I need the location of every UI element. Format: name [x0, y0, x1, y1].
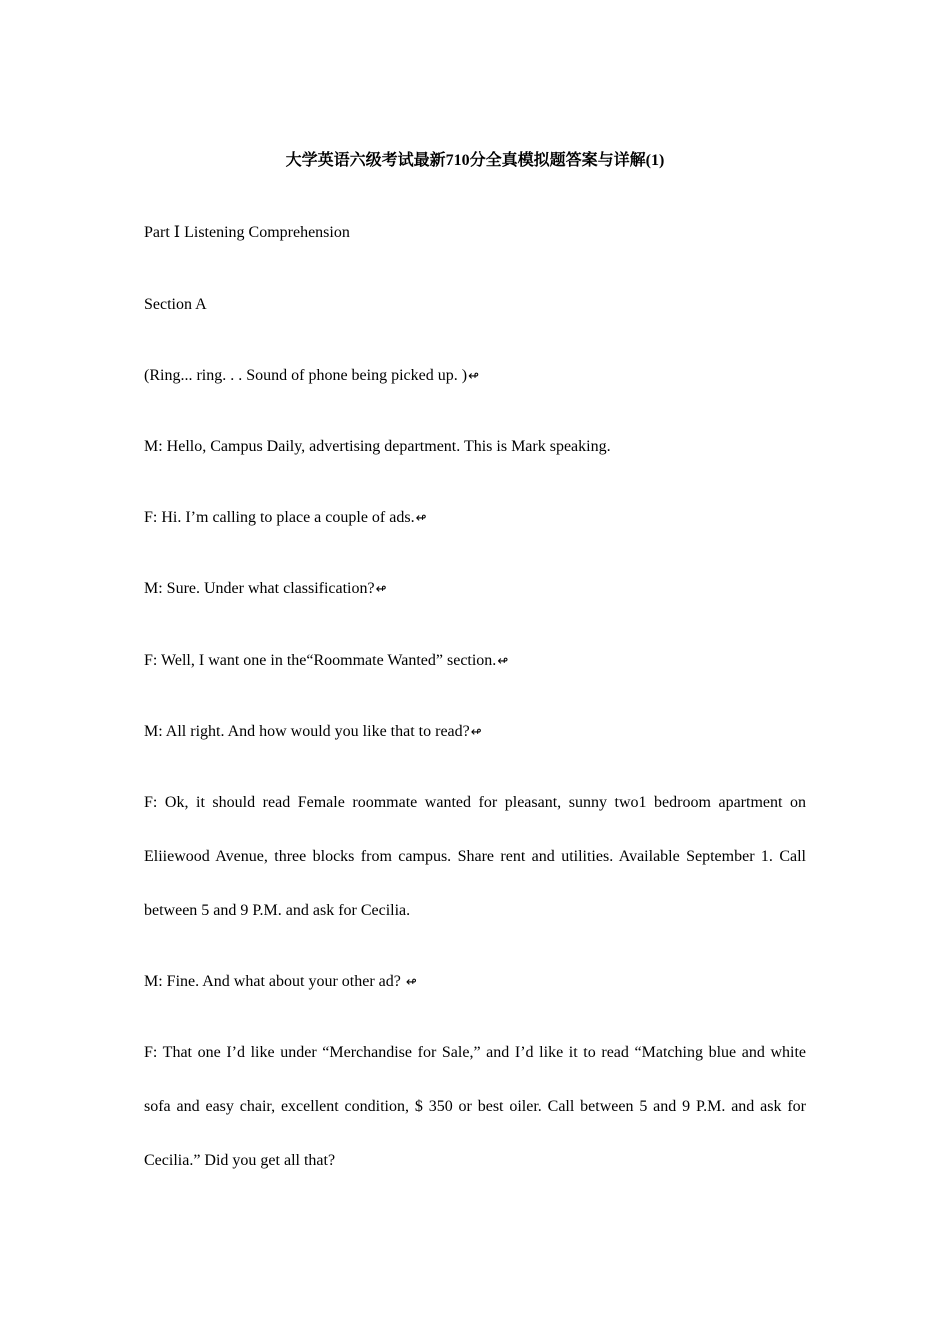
dialogue-text: M: Fine. And what about your other ad?: [144, 973, 401, 990]
paragraph-mark-icon: ↫: [470, 725, 482, 740]
section-heading: Section A: [144, 296, 207, 313]
dialogue-line: [144, 578, 806, 601]
part-heading: Part Ⅰ Listening Comprehension: [144, 224, 350, 241]
paragraph-mark-icon: ↫: [497, 654, 509, 669]
dialogue-text: M: Sure. Under what classification?: [144, 580, 375, 597]
paragraph-mark-icon: ↫: [468, 369, 479, 384]
dialogue-line: [144, 365, 806, 388]
paragraph-mark-icon: ↫: [405, 975, 417, 990]
paragraph-mark-icon: ↫: [415, 511, 427, 526]
paragraph-mark-icon: ↫: [375, 582, 387, 597]
dialogue-paragraph: F: That one I’d like under “Merchandise for Sale,” and I’d like it to read “Matching blue and white sofa and easy chair, excellent condition, $ 350 or best oiler. Call between 5 and 9 P.M. and ask for Cecilia.” Did you get all that?: [144, 1044, 806, 1169]
dialogue-text: M: Hello, Campus Daily, advertising department. This is Mark speaking.: [144, 438, 611, 455]
page-title: 大学英语六级考试最新710分全真模拟题答案与详解(1): [285, 152, 665, 169]
dialogue-text: M: All right. And how would you like that to read?: [144, 723, 470, 740]
dialogue-line: [144, 971, 806, 994]
dialogue-text: F: Well, I want one in the“Roommate Wanted” section.: [144, 652, 497, 669]
dialogue-line: [144, 650, 806, 673]
dialogue-line: [144, 721, 806, 744]
dialogue-line: [144, 436, 806, 458]
dialogue-paragraph: F: Ok, it should read Female roommate wanted for pleasant, sunny two1 bedroom apartment on Eliiewood Avenue, three blocks from campus. Share rent and utilities. Available September 1. Call between 5 and 9 P.M. and ask for Cecilia.: [144, 794, 806, 919]
dialogue-text: F: Hi. I’m calling to place a couple of ads.: [144, 509, 415, 526]
dialogue-line: [144, 507, 806, 530]
dialogue-text: (Ring... ring. . . Sound of phone being picked up. ): [144, 367, 468, 384]
